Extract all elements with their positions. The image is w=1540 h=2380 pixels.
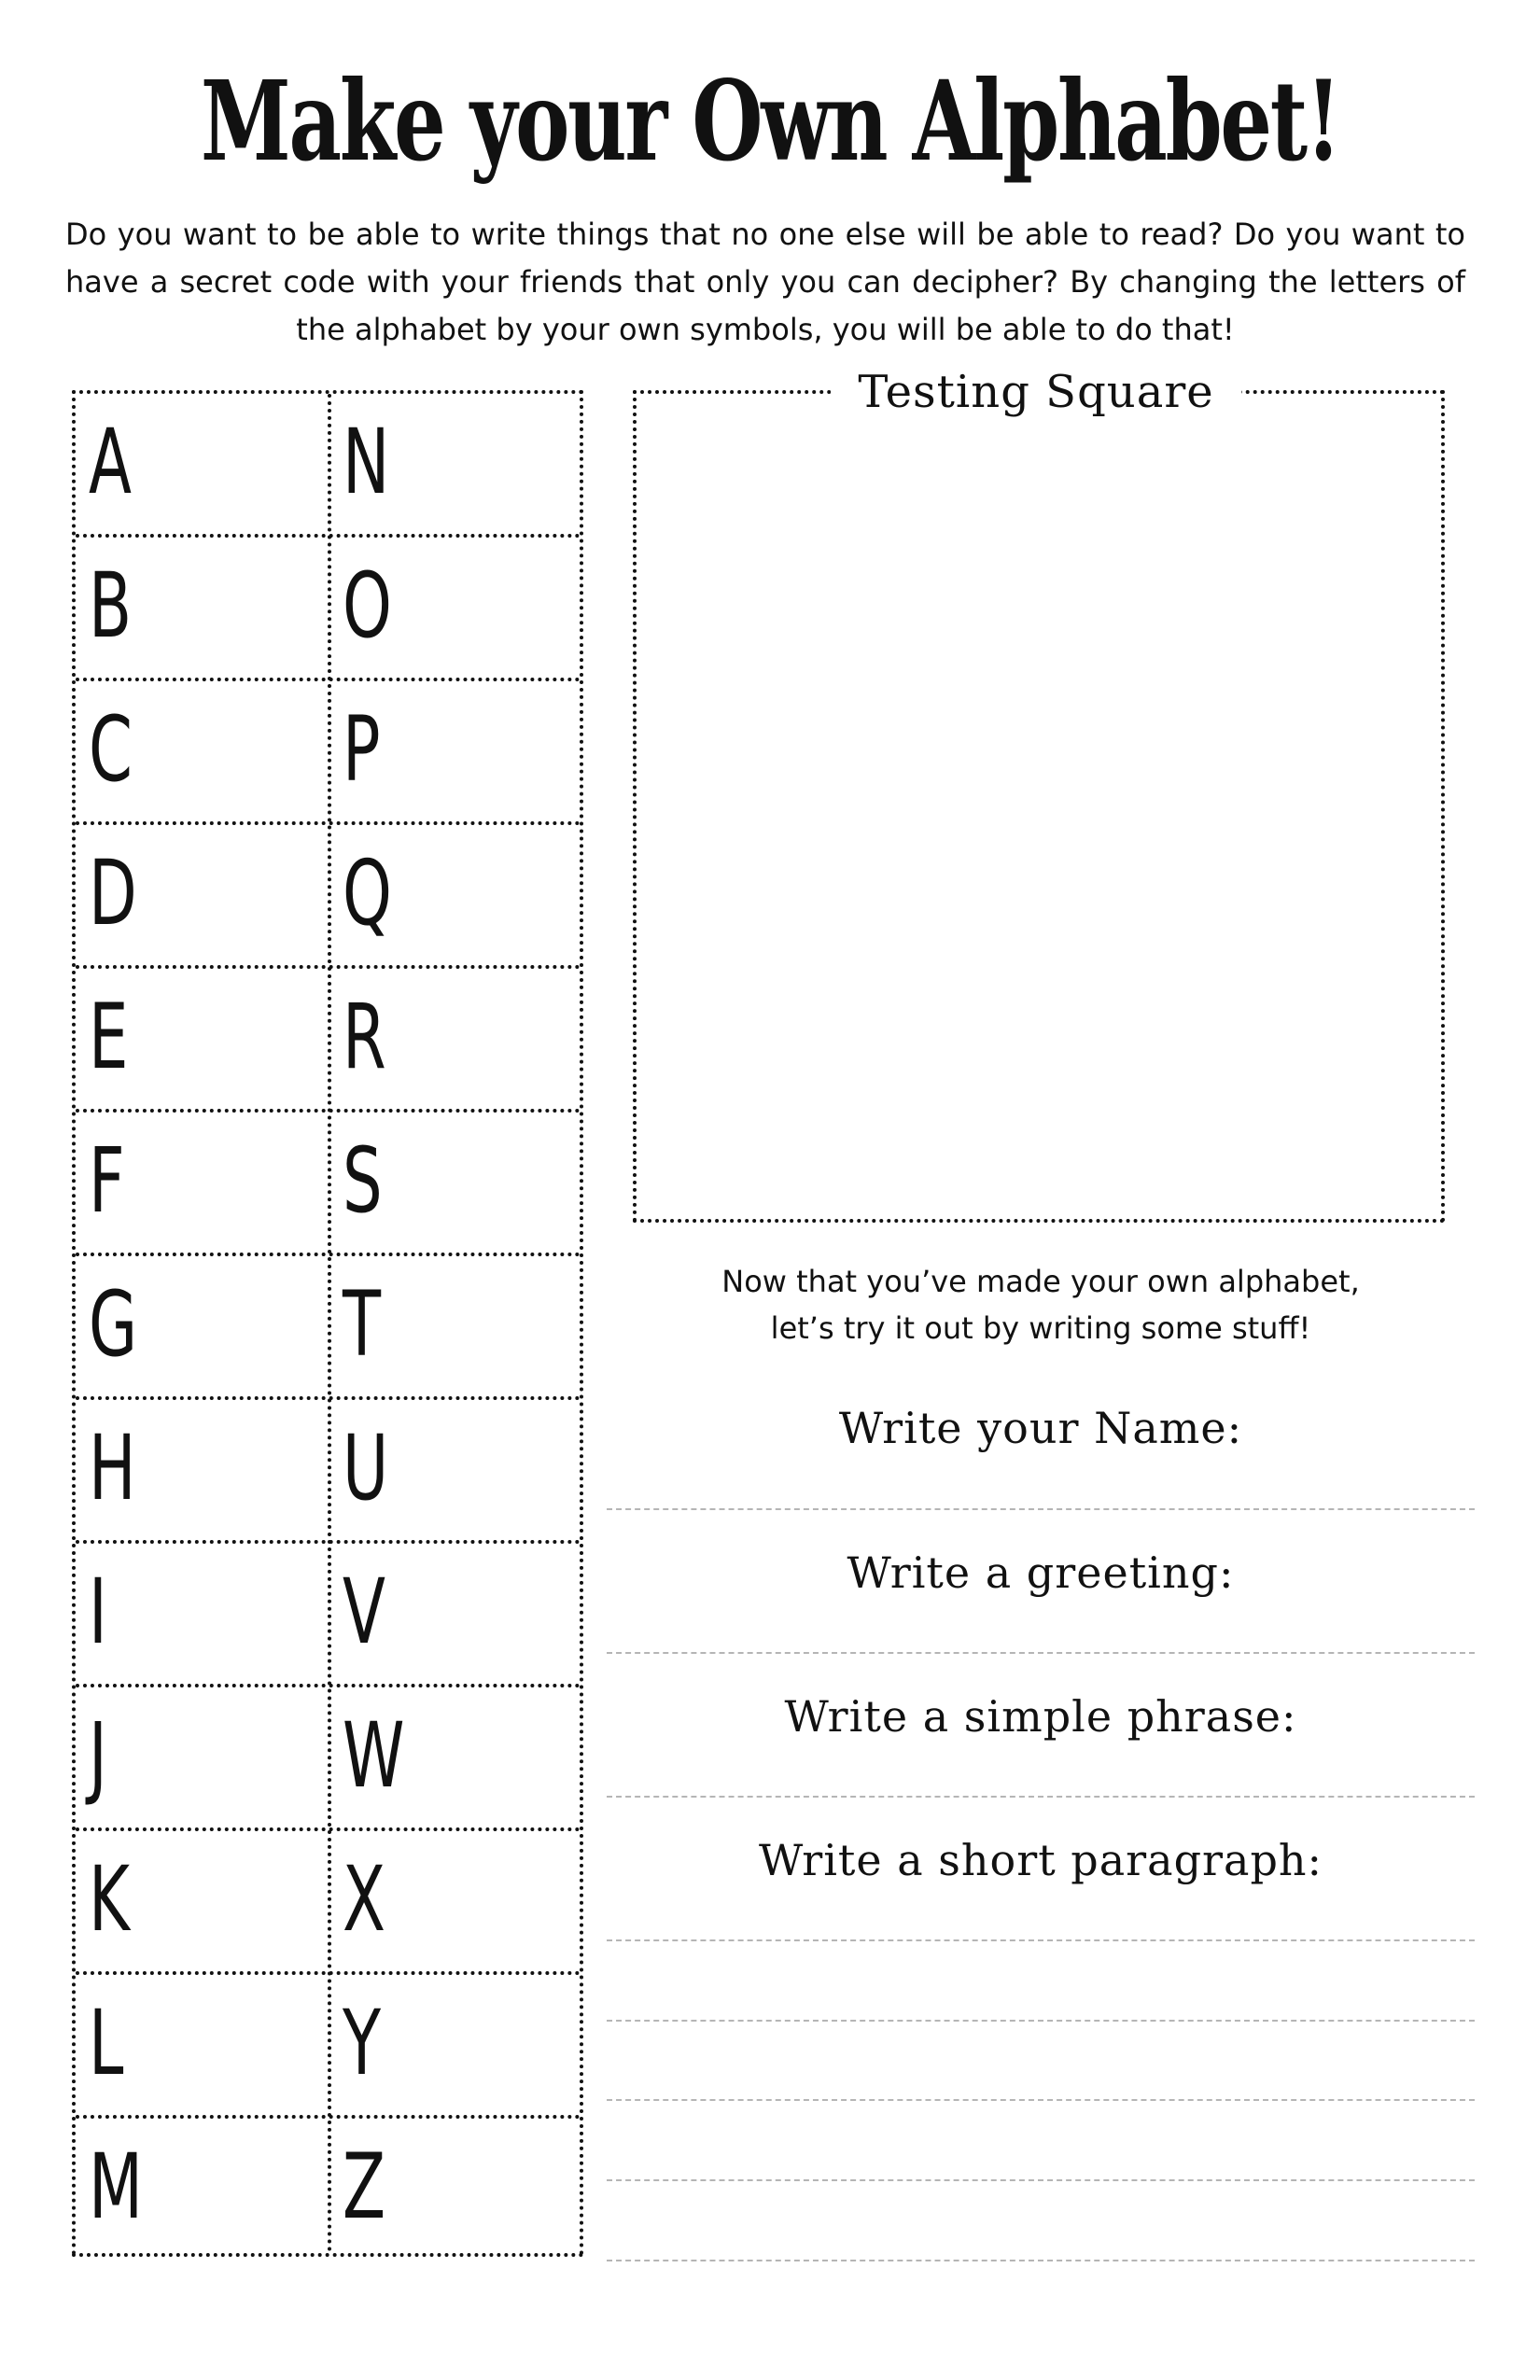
letter-l: L [89,1991,124,2095]
paragraph-writing-line[interactable] [607,2179,1475,2181]
letter-d: D [89,841,137,945]
letter-z: Z [343,2135,386,2239]
letter-h: H [89,1416,136,1520]
prompt-paragraph: Write a short paragraph: [758,1835,1323,1885]
phrase-writing-line[interactable] [607,1796,1475,1798]
letter-s: S [343,1128,383,1233]
letter-w: W [343,1703,405,1808]
letter-p: P [343,697,381,802]
alphabet-grid [72,390,583,2257]
letter-a: A [89,410,132,514]
letter-i: I [89,1560,107,1664]
letter-u: U [343,1416,389,1520]
instructions-text [635,1258,1447,1351]
prompt-phrase: Write a simple phrase: [784,1691,1297,1742]
testing-square[interactable] [633,390,1445,1223]
letter-f: F [89,1128,125,1233]
paragraph-writing-line[interactable] [607,2020,1475,2022]
paragraph-writing-line[interactable] [607,2099,1475,2101]
letter-q: Q [343,841,392,945]
letter-b: B [89,553,133,658]
paragraph-writing-line[interactable] [607,1939,1475,1941]
intro-paragraph: Do you want to be able to write things that no one else will be able to read? Do you want to have a secret code with your friends that only you can decipher? By changing the letters of the alphabet by your own symbols, you will be able to do that! [65,217,1465,347]
instructions-line-1: Now that you’ve made your own alphabet, [721,1264,1360,1299]
paragraph-writing-line[interactable] [607,2260,1475,2261]
letter-o: O [343,553,392,658]
letter-v: V [343,1560,385,1664]
letter-j: J [89,1703,107,1808]
letter-g: G [89,1272,138,1377]
letter-n: N [343,410,390,514]
instructions-line-2: let’s try it out by writing some stuff! [770,1310,1311,1346]
greeting-writing-line[interactable] [607,1652,1475,1654]
letter-y: Y [343,1991,382,2095]
page-title: Make your Own Alphabet! [201,56,1339,186]
testing-square-label: Testing Square [831,359,1241,425]
letter-m: M [89,2135,143,2239]
letter-c: C [89,697,133,802]
letter-r: R [343,985,386,1089]
prompt-name: Write your Name: [838,1403,1243,1453]
letter-k: K [89,1847,131,1952]
name-writing-line[interactable] [607,1508,1475,1510]
prompt-greeting: Write a greeting: [847,1547,1235,1598]
letter-e: E [89,985,129,1089]
letter-x: X [343,1847,386,1952]
letter-t: T [343,1272,382,1377]
